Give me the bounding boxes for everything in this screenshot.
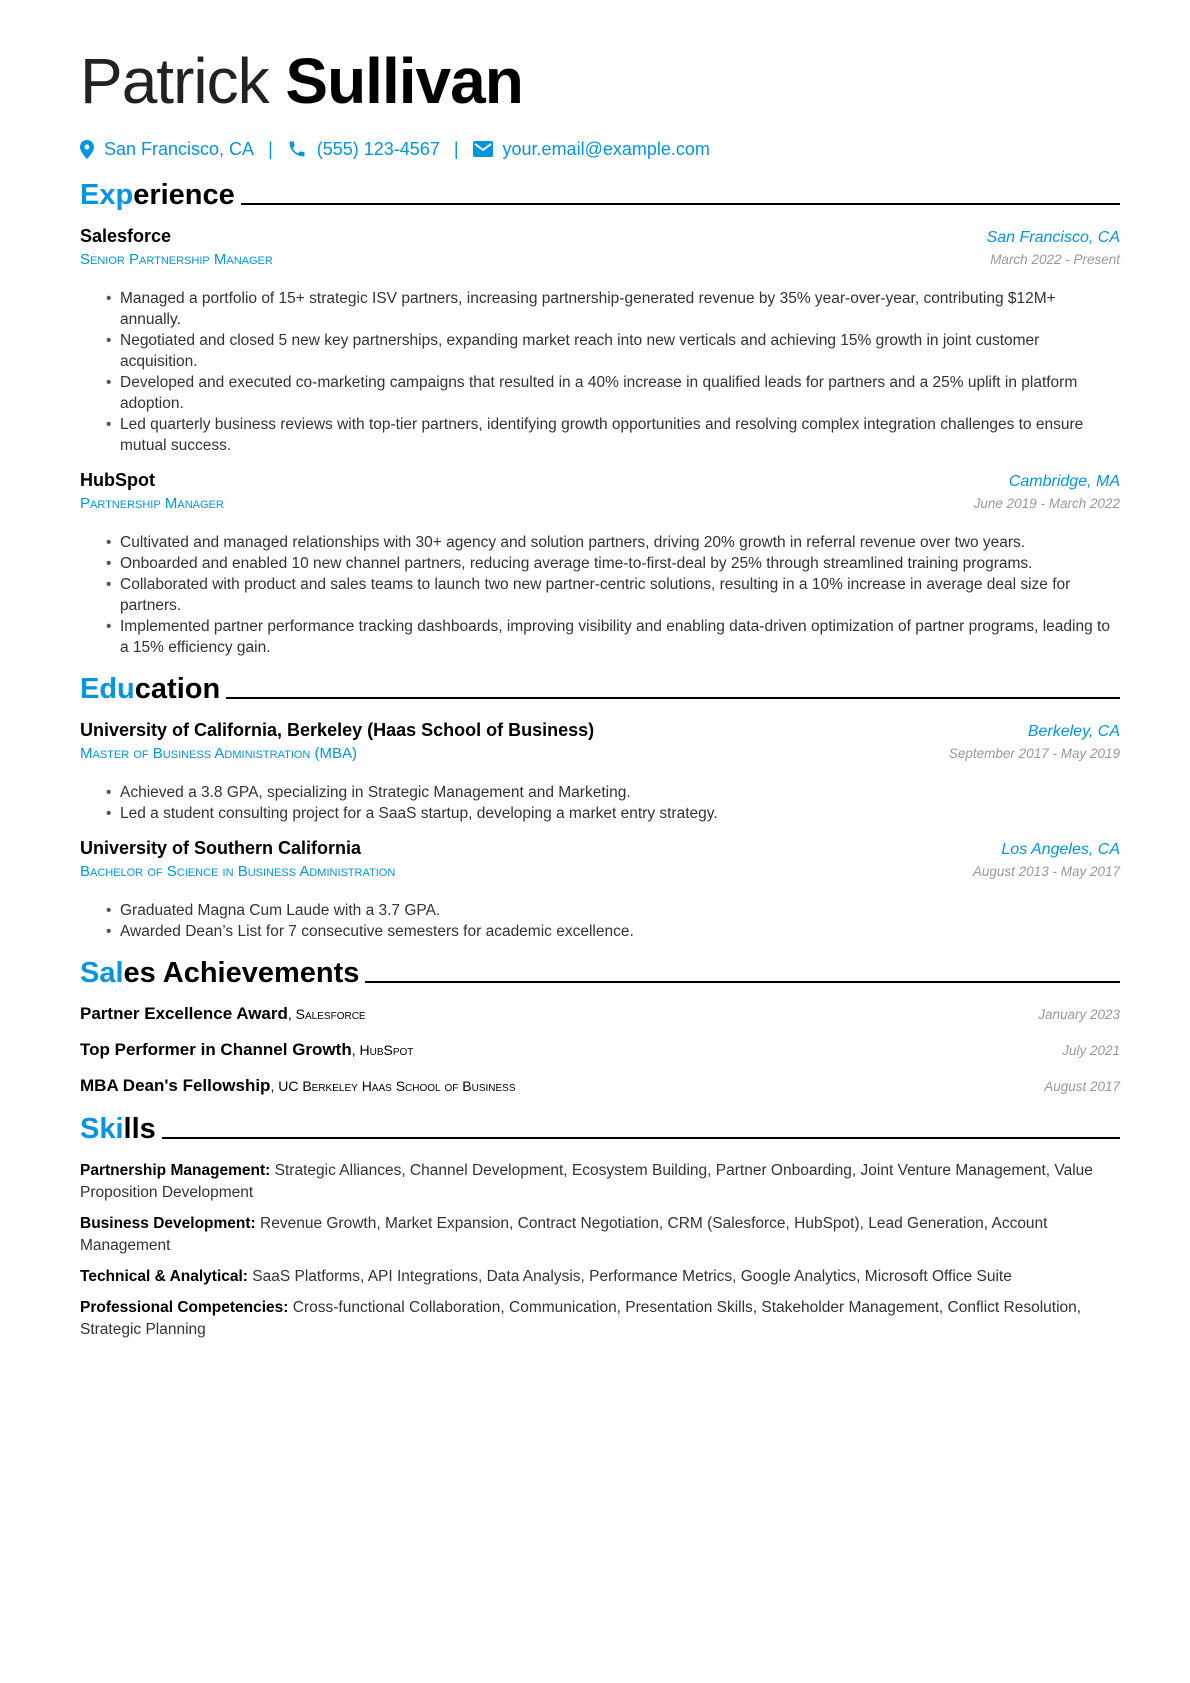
phone-icon — [287, 139, 307, 159]
bullet-item: • Cultivated and managed relationships with 30+ agency and solution partners, driving 20% growth in referral revenue over two years. — [106, 532, 1120, 553]
bullet-item: • Achieved a 3.8 GPA, specializing in Strategic Management and Marketing. — [106, 782, 1120, 803]
achievement-title: Partner Excellence Award — [80, 1004, 288, 1023]
entry-location: Berkeley, CA — [1027, 723, 1120, 740]
entry-location: Los Angeles, CA — [1001, 841, 1120, 858]
achievement-org: , Salesforce — [287, 1006, 366, 1022]
bullet-list — [106, 532, 1120, 658]
skill-group — [80, 1213, 1120, 1257]
bullet-item: • Led quarterly business reviews with top-tier partners, identifying growth opportunities and resolving complex integration challenges to ensure mutual success. — [106, 414, 1120, 456]
achievement-item — [80, 1040, 1120, 1060]
education-entry — [80, 838, 1120, 942]
entry-location: Cambridge, MA — [1008, 473, 1120, 490]
skill-group — [80, 1266, 1120, 1288]
separator: | — [268, 138, 273, 159]
achievement-item — [80, 1076, 1120, 1096]
bullet-item: • Developed and executed co-marketing campaigns that resulted in a 40% increase in qualified leads for partners and a 25% uplift in platform adoption. — [106, 372, 1120, 414]
experience-entry — [80, 226, 1120, 456]
skill-list: Revenue Growth, Market Expansion, Contract Negotiation, CRM (Salesforce, HubSpot), Lead Generation, Account Management — [80, 1215, 1048, 1254]
role: Partnership Manager — [80, 495, 224, 512]
email-link[interactable]: your.email@example.com — [502, 138, 710, 159]
skill-list: SaaS Platforms, API Integrations, Data Analysis, Performance Metrics, Google Analytics, Microsoft Office Suite — [247, 1268, 1012, 1285]
skill-label: Professional Competencies: — [80, 1299, 289, 1316]
role: Senior Partnership Manager — [80, 251, 273, 268]
divider — [162, 1137, 1120, 1139]
skills-heading: Skills — [80, 1112, 1120, 1146]
achievement-date: January 2023 — [1038, 1007, 1120, 1022]
entry-location: San Francisco, CA — [986, 229, 1120, 246]
skill-group — [80, 1297, 1120, 1341]
education-entry — [80, 720, 1120, 824]
bullet-item: • Onboarded and enabled 10 new channel partners, reducing average time-to-first-deal by 25% through streamlined training programs. — [106, 553, 1120, 574]
skill-list: Strategic Alliances, Channel Development, Ecosystem Building, Partner Onboarding, Joint Venture Management, Value Proposition Development — [80, 1162, 1093, 1201]
organization: University of California, Berkeley (Haas School of Business) — [80, 720, 595, 740]
bullet-item: • Negotiated and closed 5 new key partnerships, expanding market reach into new verticals and achieving 15% growth in joint customer acquisition. — [106, 330, 1120, 372]
achievement-item — [80, 1004, 1120, 1024]
achievement-title: MBA Dean's Fellowship — [80, 1076, 271, 1095]
skill-list: Cross-functional Collaboration, Communication, Presentation Skills, Stakeholder Management, Conflict Resolution, Strategic Planning — [80, 1299, 1082, 1338]
dates: August 2013 - May 2017 — [972, 864, 1120, 879]
bullet-item: • Awarded Dean’s List for 7 consecutive semesters for academic excellence. — [106, 921, 1120, 942]
skill-group — [80, 1160, 1120, 1204]
bullet-list — [106, 900, 1120, 942]
organization: University of Southern California — [80, 838, 362, 858]
separator: | — [453, 138, 459, 159]
bullet-item: • Managed a portfolio of 15+ strategic ISV partners, increasing partnership-generated revenue by 35% year-over-year, contributing $12M+ annually. — [106, 288, 1120, 330]
contact-line — [80, 136, 1120, 162]
location: San Francisco, CA — [104, 138, 255, 159]
bullet-item: • Graduated Magna Cum Laude with a 3.7 GPA. — [106, 900, 1120, 921]
organization: Salesforce — [80, 226, 172, 246]
dates: September 2017 - May 2019 — [948, 746, 1120, 761]
achievements-heading: Sales Achievements — [80, 956, 1120, 990]
achievement-date: July 2021 — [1062, 1043, 1120, 1058]
first-name: Patrick — [80, 45, 269, 117]
map-pin-icon — [80, 140, 94, 159]
bullet-list — [106, 782, 1120, 824]
divider — [241, 203, 1120, 205]
candidate-name — [80, 44, 1120, 118]
skill-label: Technical & Analytical: — [80, 1268, 248, 1285]
bullet-item: • Implemented partner performance tracking dashboards, improving visibility and enabling data-driven optimization of partner programs, leading to a 15% efficiency gain. — [106, 616, 1120, 658]
envelope-icon — [473, 141, 493, 157]
achievement-title: Top Performer in Channel Growth — [80, 1040, 352, 1059]
divider — [365, 981, 1120, 983]
organization: HubSpot — [80, 470, 155, 490]
bullet-item: • Collaborated with product and sales teams to launch two new partner-centric solutions, resulting in a 10% increase in average deal size for partners. — [106, 574, 1120, 616]
divider — [226, 697, 1120, 699]
education-heading: Education — [80, 672, 1120, 706]
skill-label: Partnership Management: — [80, 1162, 271, 1179]
experience-heading: Experience — [80, 178, 1120, 212]
bullet-item: • Led a student consulting project for a SaaS startup, developing a market entry strategy. — [106, 803, 1120, 824]
dates: June 2019 - March 2022 — [973, 496, 1120, 511]
achievement-org: , HubSpot — [351, 1042, 414, 1058]
phone: (555) 123-4567 — [316, 138, 440, 159]
role: Bachelor of Science in Business Administration — [80, 863, 396, 880]
role: Master of Business Administration (MBA) — [80, 745, 358, 762]
dates: March 2022 - Present — [990, 252, 1120, 267]
bullet-list — [106, 288, 1120, 456]
last-name: Sullivan — [285, 45, 523, 117]
achievement-org: , UC Berkeley Haas School of Business — [270, 1078, 516, 1094]
skill-label: Business Development: — [80, 1215, 256, 1232]
achievement-date: August 2017 — [1044, 1079, 1120, 1094]
experience-entry — [80, 470, 1120, 658]
resume — [80, 44, 1120, 1350]
